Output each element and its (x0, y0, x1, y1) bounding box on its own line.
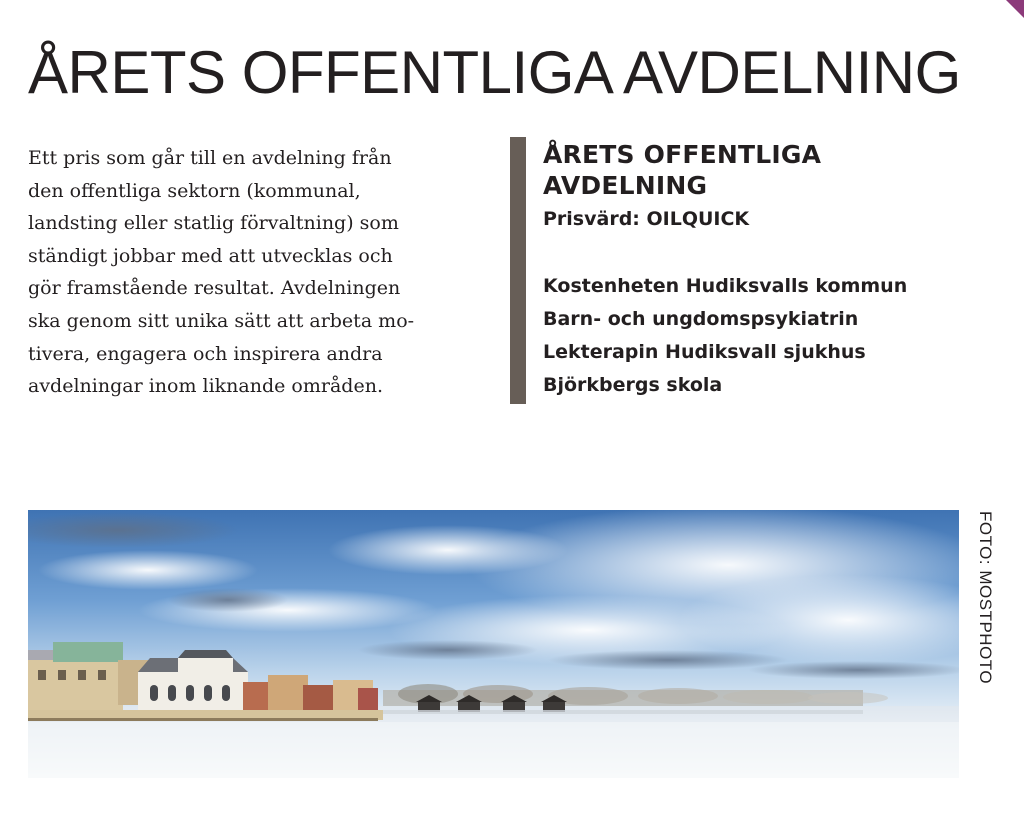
nominee-box-heading (543, 139, 983, 201)
sidebar-accent-bar (510, 137, 526, 404)
nominee-item: Lekterapin Hudiksvall sjukhus (543, 341, 866, 363)
heading-line: ÅRETS OFFENTLIGA (543, 140, 822, 169)
intro-line: ska genom sitt unika sätt att arbeta mo- (28, 309, 415, 332)
photo-credit: FOTO: MOSTPHOTO (976, 511, 995, 685)
nominee-item: Björkbergs skola (543, 374, 723, 396)
sponsor-line: Prisvärd: OILQUICK (543, 208, 750, 230)
nominee-box (543, 139, 983, 402)
intro-line: tivera, engagera och inspirera andra (28, 342, 383, 365)
intro-line: avdelningar inom liknande områden. (28, 375, 383, 398)
page-title: ÅRETS OFFENTLIGA AVDELNING (28, 39, 961, 106)
intro-line: landsting eller statlig förvaltning) som (28, 212, 399, 235)
nominee-item: Barn- och ungdomspsykiatrin (543, 308, 859, 330)
intro-line: gör framstående resultat. Avdelningen (28, 277, 401, 300)
nominee-item: Kostenheten Hudiksvalls kommun (543, 275, 908, 297)
corner-decoration (1006, 0, 1024, 18)
harbour-panorama-illustration (28, 510, 959, 778)
heading-line: AVDELNING (543, 171, 708, 200)
intro-paragraph (28, 142, 483, 403)
intro-line: Ett pris som går till en avdelning från (28, 147, 392, 169)
intro-line: ständigt jobbar med att utvecklas och (28, 244, 393, 267)
nominee-list (543, 270, 983, 402)
harbour-panorama-photo (28, 510, 959, 778)
intro-line: den offentliga sektorn (kommunal, (28, 179, 361, 202)
